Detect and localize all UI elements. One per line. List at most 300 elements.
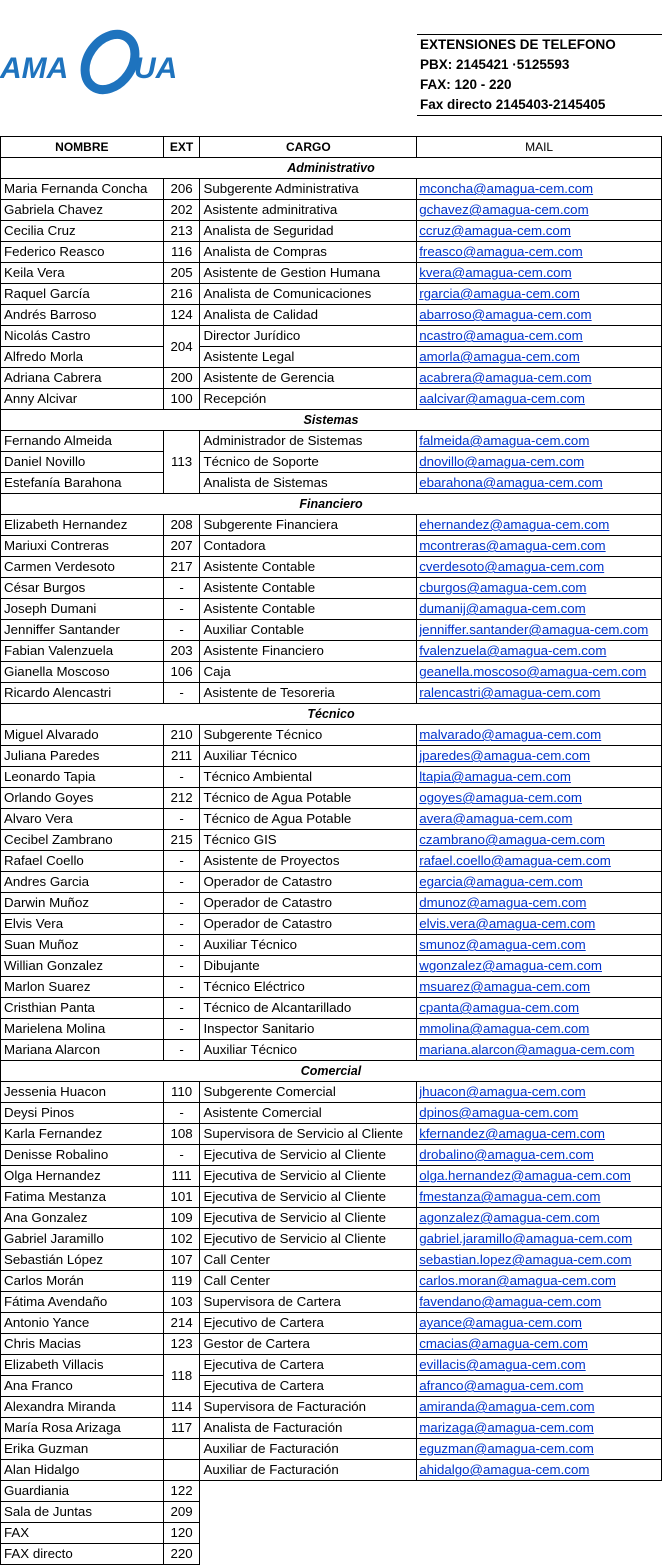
row-cargo: Analista de Sistemas — [200, 473, 417, 494]
row-cargo: Director Jurídico — [200, 326, 417, 347]
row-mail-link[interactable]: ncastro@amagua-cem.com — [417, 326, 662, 347]
row-cargo: Asistente de Tesoreria — [200, 683, 417, 704]
row-ext: - — [163, 851, 200, 872]
table-row — [1, 1082, 662, 1103]
row-ext: 122 — [163, 1481, 200, 1502]
row-mail-link[interactable]: mconcha@amagua-cem.com — [417, 179, 662, 200]
table-row — [1, 578, 662, 599]
table-row — [1, 221, 662, 242]
row-name: Jenniffer Santander — [1, 620, 164, 641]
row-name: Deysi Pinos — [1, 1103, 164, 1124]
table-row — [1, 746, 662, 767]
row-cargo: Asistente Legal — [200, 347, 417, 368]
section-row — [1, 1061, 662, 1082]
row-cargo: Técnico de Alcantarillado — [200, 998, 417, 1019]
row-name: Anny Alcivar — [1, 389, 164, 410]
row-cargo: Operador de Catastro — [200, 872, 417, 893]
row-cargo: Call Center — [200, 1271, 417, 1292]
contact-divider — [417, 115, 662, 116]
table-row — [1, 515, 662, 536]
column-header-ext: EXT — [163, 137, 200, 158]
table-row — [1, 557, 662, 578]
table-row — [1, 1271, 662, 1292]
row-ext: 117 — [163, 1418, 200, 1439]
row-cargo: Analista de Seguridad — [200, 221, 417, 242]
row-mail-link[interactable]: jparedes@amagua-cem.com — [417, 746, 662, 767]
logo-text-left: AMA — [0, 52, 69, 85]
table-row — [1, 431, 662, 452]
phone-extensions-info — [417, 34, 662, 117]
table-row — [1, 1103, 662, 1124]
table-row — [1, 788, 662, 809]
row-mail-link[interactable]: ccruz@amagua-cem.com — [417, 221, 662, 242]
row-ext: 116 — [163, 242, 200, 263]
row-ext: - — [163, 683, 200, 704]
row-mail-link[interactable]: abarroso@amagua-cem.com — [417, 305, 662, 326]
table-row — [1, 1292, 662, 1313]
row-ext: 205 — [163, 263, 200, 284]
row-cargo: Asistente Contable — [200, 578, 417, 599]
row-ext: - — [163, 893, 200, 914]
row-cargo: Asistente Financiero — [200, 641, 417, 662]
table-row — [1, 242, 662, 263]
row-mail-link[interactable]: smunoz@amagua-cem.com — [417, 935, 662, 956]
section-label: Sistemas — [1, 410, 662, 431]
section-row — [1, 410, 662, 431]
row-ext: 217 — [163, 557, 200, 578]
row-name: FAX — [1, 1523, 164, 1544]
table-row — [1, 1208, 662, 1229]
table-row — [1, 599, 662, 620]
row-cargo: Técnico Eléctrico — [200, 977, 417, 998]
row-name: Ricardo Alencastri — [1, 683, 164, 704]
row-mail-link[interactable]: marizaga@amagua-cem.com — [417, 1418, 662, 1439]
row-mail-link[interactable]: cverdesoto@amagua-cem.com — [417, 557, 662, 578]
row-name: Antonio Yance — [1, 1313, 164, 1334]
column-header-mail: MAIL — [417, 137, 662, 158]
table-row — [1, 1040, 662, 1061]
row-mail-link[interactable]: geanella.moscoso@amagua-cem.com — [417, 662, 662, 683]
empty-cell — [200, 1523, 662, 1544]
row-name: Maria Fernanda Concha — [1, 179, 164, 200]
row-ext: 200 — [163, 368, 200, 389]
row-mail-link[interactable]: cburgos@amagua-cem.com — [417, 578, 662, 599]
row-cargo: Ejecutiva de Servicio al Cliente — [200, 1145, 417, 1166]
row-mail-link[interactable]: mcontreras@amagua-cem.com — [417, 536, 662, 557]
row-ext: 113 — [163, 431, 200, 494]
row-name: FAX directo — [1, 1544, 164, 1565]
row-mail-link[interactable]: ltapia@amagua-cem.com — [417, 767, 662, 788]
row-ext: - — [163, 977, 200, 998]
table-row — [1, 914, 662, 935]
row-name: Alexandra Miranda — [1, 1397, 164, 1418]
row-name: Federico Reasco — [1, 242, 164, 263]
table-row — [1, 830, 662, 851]
row-name: Ana Gonzalez — [1, 1208, 164, 1229]
row-cargo: Analista de Compras — [200, 242, 417, 263]
row-mail-link[interactable]: ehernandez@amagua-cem.com — [417, 515, 662, 536]
row-ext: 123 — [163, 1334, 200, 1355]
row-cargo: Recepción — [200, 389, 417, 410]
section-label: Financiero — [1, 494, 662, 515]
row-mail-link[interactable]: kvera@amagua-cem.com — [417, 263, 662, 284]
table-row — [1, 1481, 662, 1502]
row-name: Fernando Almeida — [1, 431, 164, 452]
row-mail-link[interactable]: rafael.coello@amagua-cem.com — [417, 851, 662, 872]
row-mail-link[interactable]: ogoyes@amagua-cem.com — [417, 788, 662, 809]
row-name: Elizabeth Villacis — [1, 1355, 164, 1376]
row-cargo: Ejecutivo de Servicio al Cliente — [200, 1229, 417, 1250]
row-cargo: Técnico GIS — [200, 830, 417, 851]
row-cargo: Operador de Catastro — [200, 914, 417, 935]
row-cargo: Administrador de Sistemas — [200, 431, 417, 452]
row-mail-link[interactable]: falmeida@amagua-cem.com — [417, 431, 662, 452]
row-cargo: Contadora — [200, 536, 417, 557]
row-name: Juliana Paredes — [1, 746, 164, 767]
table-row — [1, 872, 662, 893]
row-mail-link[interactable]: sebastian.lopez@amagua-cem.com — [417, 1250, 662, 1271]
row-name: Cecilia Cruz — [1, 221, 164, 242]
row-name: Elizabeth Hernandez — [1, 515, 164, 536]
row-mail-link[interactable]: elvis.vera@amagua-cem.com — [417, 914, 662, 935]
row-name: Rafael Coello — [1, 851, 164, 872]
row-mail-link[interactable]: eguzman@amagua-cem.com — [417, 1439, 662, 1460]
empty-cell — [200, 1481, 662, 1502]
row-name: Alvaro Vera — [1, 809, 164, 830]
section-row — [1, 494, 662, 515]
row-mail-link[interactable]: amiranda@amagua-cem.com — [417, 1397, 662, 1418]
row-name: Mariuxi Contreras — [1, 536, 164, 557]
table-row — [1, 998, 662, 1019]
row-cargo: Supervisora de Cartera — [200, 1292, 417, 1313]
row-ext: 210 — [163, 725, 200, 746]
row-cargo: Supervisora de Facturación — [200, 1397, 417, 1418]
row-mail-link[interactable]: gabriel.jaramillo@amagua-cem.com — [417, 1229, 662, 1250]
row-name: Darwin Muñoz — [1, 893, 164, 914]
row-name: Willian Gonzalez — [1, 956, 164, 977]
row-name: Nicolás Castro — [1, 326, 164, 347]
table-row — [1, 935, 662, 956]
row-name: Joseph Dumani — [1, 599, 164, 620]
row-ext: 106 — [163, 662, 200, 683]
row-ext: 114 — [163, 1397, 200, 1418]
row-ext: 103 — [163, 1292, 200, 1313]
row-cargo: Asistente Contable — [200, 599, 417, 620]
row-ext: 216 — [163, 284, 200, 305]
row-mail-link[interactable]: kfernandez@amagua-cem.com — [417, 1124, 662, 1145]
row-ext: 110 — [163, 1082, 200, 1103]
row-cargo: Auxiliar Técnico — [200, 1040, 417, 1061]
row-name: Fátima Avendaño — [1, 1292, 164, 1313]
section-label: Técnico — [1, 704, 662, 725]
row-name: Ana Franco — [1, 1376, 164, 1397]
row-ext: 102 — [163, 1229, 200, 1250]
table-row — [1, 977, 662, 998]
row-name: Miguel Alvarado — [1, 725, 164, 746]
row-ext: 220 — [163, 1544, 200, 1565]
section-row — [1, 158, 662, 179]
row-ext: 202 — [163, 200, 200, 221]
row-mail-link[interactable]: freasco@amagua-cem.com — [417, 242, 662, 263]
row-ext: - — [163, 935, 200, 956]
row-cargo: Asistente adminitrativa — [200, 200, 417, 221]
row-cargo: Supervisora de Servicio al Cliente — [200, 1124, 417, 1145]
table-row — [1, 1313, 662, 1334]
row-name: Estefanía Barahona — [1, 473, 164, 494]
logo-text-right: UA — [134, 52, 178, 85]
row-ext: 100 — [163, 389, 200, 410]
row-cargo: Auxiliar Contable — [200, 620, 417, 641]
row-mail-link[interactable]: dnovillo@amagua-cem.com — [417, 452, 662, 473]
table-row — [1, 200, 662, 221]
row-name: Sala de Juntas — [1, 1502, 164, 1523]
section-row — [1, 704, 662, 725]
row-ext: - — [163, 1019, 200, 1040]
table-row — [1, 956, 662, 977]
pbx-numbers: PBX: 2145421 ·5125593 — [420, 57, 570, 72]
table-row — [1, 1397, 662, 1418]
amagua-logo — [0, 20, 200, 100]
row-cargo: Ejecutiva de Cartera — [200, 1355, 417, 1376]
row-mail-link[interactable]: gchavez@amagua-cem.com — [417, 200, 662, 221]
table-row — [1, 1355, 662, 1376]
table-row — [1, 683, 662, 704]
extensions-title: EXTENSIONES DE TELEFONO — [420, 37, 616, 52]
row-cargo: Gestor de Cartera — [200, 1334, 417, 1355]
row-name: Alfredo Morla — [1, 347, 164, 368]
row-name: César Burgos — [1, 578, 164, 599]
table-row — [1, 473, 662, 494]
row-cargo: Ejecutiva de Servicio al Cliente — [200, 1166, 417, 1187]
row-cargo: Subgerente Administrativa — [200, 179, 417, 200]
row-mail-link[interactable]: msuarez@amagua-cem.com — [417, 977, 662, 998]
row-ext: 206 — [163, 179, 200, 200]
row-name: Fabian Valenzuela — [1, 641, 164, 662]
row-cargo: Subgerente Técnico — [200, 725, 417, 746]
table-row — [1, 368, 662, 389]
row-ext: 124 — [163, 305, 200, 326]
row-mail-link[interactable]: evillacis@amagua-cem.com — [417, 1355, 662, 1376]
row-ext — [163, 1439, 200, 1460]
row-name: Gabriel Jaramillo — [1, 1229, 164, 1250]
row-ext: - — [163, 767, 200, 788]
row-cargo: Asistente de Proyectos — [200, 851, 417, 872]
table-row — [1, 179, 662, 200]
row-cargo: Asistente de Gestion Humana — [200, 263, 417, 284]
row-cargo: Subgerente Financiera — [200, 515, 417, 536]
row-mail-link[interactable]: fmestanza@amagua-cem.com — [417, 1187, 662, 1208]
row-name: Marielena Molina — [1, 1019, 164, 1040]
row-ext: - — [163, 620, 200, 641]
row-name: Carmen Verdesoto — [1, 557, 164, 578]
row-mail-link[interactable]: ralencastri@amagua-cem.com — [417, 683, 662, 704]
row-mail-link[interactable]: carlos.moran@amagua-cem.com — [417, 1271, 662, 1292]
row-name: Carlos Morán — [1, 1271, 164, 1292]
row-name: Denisse Robalino — [1, 1145, 164, 1166]
row-cargo: Auxiliar Técnico — [200, 746, 417, 767]
row-name: Orlando Goyes — [1, 788, 164, 809]
row-name: Gianella Moscoso — [1, 662, 164, 683]
table-row — [1, 389, 662, 410]
row-ext: - — [163, 578, 200, 599]
table-row — [1, 1145, 662, 1166]
row-mail-link[interactable]: olga.hernandez@amagua-cem.com — [417, 1166, 662, 1187]
row-cargo: Analista de Comunicaciones — [200, 284, 417, 305]
row-ext: 101 — [163, 1187, 200, 1208]
row-mail-link[interactable]: dmunoz@amagua-cem.com — [417, 893, 662, 914]
row-mail-link[interactable]: mariana.alarcon@amagua-cem.com — [417, 1040, 662, 1061]
row-name: Andrés Barroso — [1, 305, 164, 326]
table-row — [1, 809, 662, 830]
row-name: Marlon Suarez — [1, 977, 164, 998]
row-cargo: Subgerente Comercial — [200, 1082, 417, 1103]
row-cargo: Inspector Sanitario — [200, 1019, 417, 1040]
row-mail-link[interactable]: wgonzalez@amagua-cem.com — [417, 956, 662, 977]
row-mail-link[interactable]: cpanta@amagua-cem.com — [417, 998, 662, 1019]
column-header-nombre: NOMBRE — [1, 137, 164, 158]
table-row — [1, 452, 662, 473]
table-row — [1, 893, 662, 914]
row-ext: - — [163, 809, 200, 830]
row-mail-link[interactable]: afranco@amagua-cem.com — [417, 1376, 662, 1397]
row-ext: 120 — [163, 1523, 200, 1544]
row-mail-link[interactable]: ahidalgo@amagua-cem.com — [417, 1460, 662, 1481]
row-ext: 212 — [163, 788, 200, 809]
row-ext — [163, 1460, 200, 1481]
row-mail-link[interactable]: ebarahona@amagua-cem.com — [417, 473, 662, 494]
fax-numbers: FAX: 120 - 220 — [420, 77, 512, 92]
extensions-table — [0, 136, 662, 1565]
table-row — [1, 1460, 662, 1481]
table-row — [1, 1229, 662, 1250]
table-row — [1, 347, 662, 368]
row-name: Sebastián López — [1, 1250, 164, 1271]
table-row — [1, 1544, 662, 1565]
row-cargo: Ejecutiva de Servicio al Cliente — [200, 1187, 417, 1208]
row-mail-link[interactable]: jhuacon@amagua-cem.com — [417, 1082, 662, 1103]
row-cargo: Dibujante — [200, 956, 417, 977]
row-ext: 109 — [163, 1208, 200, 1229]
table-row — [1, 1124, 662, 1145]
row-mail-link[interactable]: aalcivar@amagua-cem.com — [417, 389, 662, 410]
row-ext: 119 — [163, 1271, 200, 1292]
row-mail-link[interactable]: agonzalez@amagua-cem.com — [417, 1208, 662, 1229]
row-ext: 209 — [163, 1502, 200, 1523]
row-name: Adriana Cabrera — [1, 368, 164, 389]
row-ext: - — [163, 872, 200, 893]
row-ext: - — [163, 998, 200, 1019]
row-name: Guardiania — [1, 1481, 164, 1502]
table-row — [1, 1334, 662, 1355]
section-label: Administrativo — [1, 158, 662, 179]
row-ext: 215 — [163, 830, 200, 851]
row-cargo: Asistente Comercial — [200, 1103, 417, 1124]
table-row — [1, 1523, 662, 1544]
column-header-cargo: CARGO — [200, 137, 417, 158]
table-row — [1, 1187, 662, 1208]
row-name: Chris Macias — [1, 1334, 164, 1355]
row-mail-link[interactable]: amorla@amagua-cem.com — [417, 347, 662, 368]
table-row — [1, 851, 662, 872]
row-name: Andres Garcia — [1, 872, 164, 893]
row-cargo: Call Center — [200, 1250, 417, 1271]
row-mail-link[interactable]: dumanij@amagua-cem.com — [417, 599, 662, 620]
row-name: Leonardo Tapia — [1, 767, 164, 788]
table-row — [1, 1376, 662, 1397]
row-ext: 107 — [163, 1250, 200, 1271]
table-body — [1, 158, 662, 1565]
row-name: Alan Hidalgo — [1, 1460, 164, 1481]
amagua-logo-mark — [0, 20, 200, 100]
row-cargo: Operador de Catastro — [200, 893, 417, 914]
table-row — [1, 662, 662, 683]
table-row — [1, 1166, 662, 1187]
fax-directo-numbers: Fax directo 2145403-2145405 — [420, 97, 606, 112]
row-ext: - — [163, 914, 200, 935]
row-mail-link[interactable]: drobalino@amagua-cem.com — [417, 1145, 662, 1166]
row-mail-link[interactable]: jenniffer.santander@amagua-cem.com — [417, 620, 662, 641]
row-name: Karla Fernandez — [1, 1124, 164, 1145]
row-mail-link[interactable]: czambrano@amagua-cem.com — [417, 830, 662, 851]
table-header-row — [1, 137, 662, 158]
empty-cell — [200, 1502, 662, 1523]
row-name: María Rosa Arizaga — [1, 1418, 164, 1439]
row-cargo: Técnico de Soporte — [200, 452, 417, 473]
row-ext: - — [163, 599, 200, 620]
row-ext: - — [163, 1040, 200, 1061]
table-row — [1, 767, 662, 788]
row-name: Cristhian Panta — [1, 998, 164, 1019]
row-mail-link[interactable]: ayance@amagua-cem.com — [417, 1313, 662, 1334]
row-mail-link[interactable]: egarcia@amagua-cem.com — [417, 872, 662, 893]
empty-cell — [200, 1544, 662, 1565]
row-cargo: Ejecutiva de Cartera — [200, 1376, 417, 1397]
row-cargo: Caja — [200, 662, 417, 683]
row-mail-link[interactable]: favendano@amagua-cem.com — [417, 1292, 662, 1313]
row-mail-link[interactable]: rgarcia@amagua-cem.com — [417, 284, 662, 305]
row-cargo: Asistente de Gerencia — [200, 368, 417, 389]
table-row — [1, 725, 662, 746]
row-mail-link[interactable]: malvarado@amagua-cem.com — [417, 725, 662, 746]
row-name: Suan Muñoz — [1, 935, 164, 956]
row-mail-link[interactable]: cmacias@amagua-cem.com — [417, 1334, 662, 1355]
row-mail-link[interactable]: avera@amagua-cem.com — [417, 809, 662, 830]
row-mail-link[interactable]: dpinos@amagua-cem.com — [417, 1103, 662, 1124]
row-mail-link[interactable]: acabrera@amagua-cem.com — [417, 368, 662, 389]
row-ext: 203 — [163, 641, 200, 662]
row-cargo: Asistente Contable — [200, 557, 417, 578]
row-name: Erika Guzman — [1, 1439, 164, 1460]
row-ext: 213 — [163, 221, 200, 242]
row-name: Mariana Alarcon — [1, 1040, 164, 1061]
section-label: Comercial — [1, 1061, 662, 1082]
row-cargo: Analista de Facturación — [200, 1418, 417, 1439]
row-name: Fatima Mestanza — [1, 1187, 164, 1208]
row-mail-link[interactable]: fvalenzuela@amagua-cem.com — [417, 641, 662, 662]
row-cargo: Analista de Calidad — [200, 305, 417, 326]
row-name: Jessenia Huacon — [1, 1082, 164, 1103]
row-ext: - — [163, 1145, 200, 1166]
row-name: Keila Vera — [1, 263, 164, 284]
row-mail-link[interactable]: mmolina@amagua-cem.com — [417, 1019, 662, 1040]
row-cargo: Auxiliar de Facturación — [200, 1460, 417, 1481]
row-ext: 207 — [163, 536, 200, 557]
row-ext: 118 — [163, 1355, 200, 1397]
table-row — [1, 1019, 662, 1040]
row-name: Raquel García — [1, 284, 164, 305]
row-name: Cecibel Zambrano — [1, 830, 164, 851]
row-ext: - — [163, 956, 200, 977]
